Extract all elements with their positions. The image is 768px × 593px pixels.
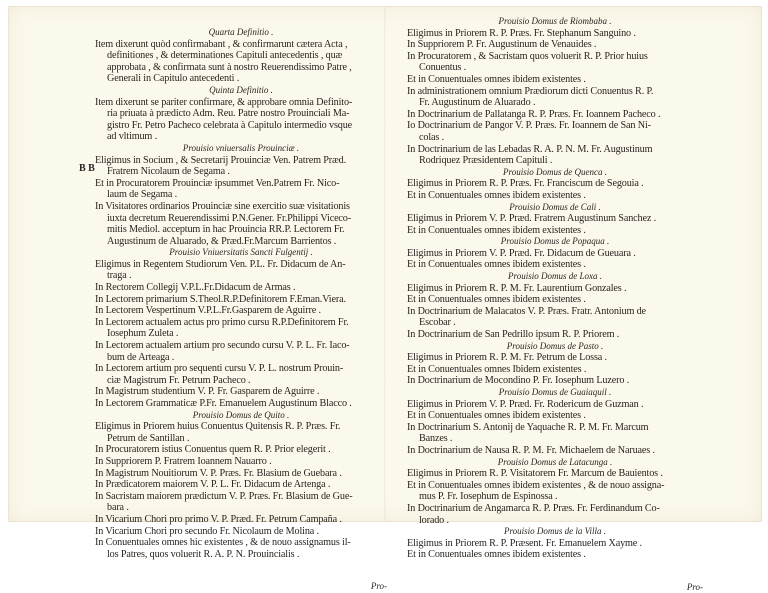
- text-line: In Rectorem Collegij V.P.L.Fr.Didacum de Armas .: [95, 282, 296, 294]
- right-page: [407, 16, 703, 593]
- text-line: In Lectorem artium pro sequenti cursu V. P. L. nostrum Prouin-: [95, 363, 344, 375]
- text-line: In Sacristam maiorem prædictum V. P. Præs. Fr. Blasium de Gue-: [95, 490, 353, 502]
- text-line: Et in Conuentuales omnes ibidem existentes .: [407, 224, 586, 236]
- text-line-continuation: Petrum de Santillan .: [107, 432, 190, 444]
- text-line: In Magistrum studentium V. P. Fr. Gasparem de Aguirre .: [95, 386, 320, 398]
- text-line-continuation: Augustinum de Aluarado, & Præd.Fr.Marcum Barrientos .: [107, 235, 337, 247]
- text-line: In Doctrinarium de Malacatos V. P. Præs. Fratr. Antonium de: [407, 305, 646, 317]
- text-line: Item dixerunt quòd confirmabant , & confirmarunt cætera Acta ,: [95, 38, 348, 50]
- text-line: Et in Conuentuales omnes ibidem existentes .: [407, 549, 586, 561]
- text-line: In Suppriorem P. Fratrem Ioannem Nauarro .: [95, 455, 272, 467]
- left-page: [95, 27, 387, 592]
- text-line: Eligimus in Priorem R. P. M. Fr. Petrum de Lossa .: [407, 352, 607, 364]
- text-line: Eligimus in Priorem V. P. Præd. Fratrem Augustinum Sanchez .: [407, 213, 656, 225]
- text-line: Et in Conuentuales omnes ibidem existentes .: [407, 189, 586, 201]
- section-heading: Prouisio Domus de la Villa .: [504, 526, 606, 537]
- section-heading: Quarta Definitio .: [208, 27, 274, 37]
- text-line-continuation: mitis Mediol. acceptum in hac Prouincia RR.P. Lectorem Fr.: [107, 224, 345, 236]
- text-line: Et in Conuentuales omnes Ibidem existentes .: [407, 363, 587, 375]
- text-line-continuation: Fratrem Nicolaum de Segama .: [107, 166, 230, 178]
- text-line: In Lectorem primarium S.Theol.R.P.Definitorem F.Eman.Viera.: [95, 293, 346, 305]
- catchword: Pro-: [370, 581, 387, 592]
- section-heading: Prouisio Domus de Pasto .: [506, 340, 604, 351]
- text-line: In Doctrinarium de Pallatanga R. P. Præs. Fr. Ioannem Pacheco .: [407, 108, 661, 120]
- text-line: In Conuentuales omnes hic existentes , & de nouo assignamus il-: [95, 537, 351, 549]
- text-line: In Lectorem Grammaticæ P.Fr. Emanuelem Augustinum Blacco .: [95, 398, 352, 409]
- text-line-continuation: Iosephum Zuleta .: [107, 328, 179, 340]
- text-line-continuation: Escobar .: [419, 317, 456, 329]
- text-line-continuation: lorado .: [419, 514, 449, 526]
- text-line-continuation: gistro Fr. Petro Pacheco celebrata à Capitulo intermedio vsque: [107, 119, 353, 131]
- text-line: In Doctrinarium de Mocondino P. Fr. Iosephum Luzero .: [407, 375, 630, 387]
- section-heading: Prouisio Domus de Quenca .: [503, 166, 607, 177]
- text-line: Eligimus in Socium , & Secretarij Prouinciæ Ven. Patrem Præd.: [95, 154, 346, 166]
- text-line-continuation: ciæ Magistrum Fr. Petrum Pacheco .: [107, 374, 251, 386]
- text-line-continuation: Banzes .: [419, 433, 453, 445]
- text-line: Eligimus in Priorem R. P. Præsent. Fr. Emanuelem Xayme .: [407, 537, 642, 549]
- text-line: In Visitatores ordinarios Prouinciæ sine exercitio suæ visitationis: [95, 200, 350, 212]
- text-line-continuation: bara .: [107, 502, 129, 514]
- text-line: Et in Conuentuales omnes ibidem existentes .: [407, 73, 586, 85]
- section-heading: Prouisio Domus de Loxa .: [508, 271, 602, 282]
- text-line: In Doctrinarium S. Antonij de Yaquache R. P. M. Fr. Marcum: [407, 421, 649, 433]
- section-heading: Prouisio Vniuersitatis Sancti Fulgentij .: [169, 247, 313, 258]
- text-line-continuation: colas .: [419, 131, 444, 143]
- text-line-continuation: mus P. Fr. Iosephum de Espinossa .: [419, 491, 558, 503]
- text-line: Eligimus in Regentem Studiorum Ven. P.L. Fr. Didacum de An-: [95, 258, 346, 270]
- text-line-continuation: definitiones , & determinationes Capituli antecedentis , quæ: [107, 50, 343, 62]
- text-line: In Doctrinarium de Nausa R. P. M. Fr. Michaelem de Naruaes .: [407, 444, 655, 456]
- text-line: Item dixerunt se pariter confirmare, & approbare omnia Definito-: [95, 96, 353, 108]
- section-heading: Prouisio Domus de Quito .: [192, 409, 290, 420]
- text-line: Eligimus in Priorem R. P. Præs. Fr. Stephanum Sanguino .: [407, 27, 636, 39]
- section-heading: Prouisio Domus de Riombaba .: [498, 16, 612, 26]
- text-line: Et in Conuentuales omnes ibidem existentes .: [407, 259, 586, 271]
- text-line: In Prædicatorem maiorem V. P. L. Fr. Didacum de Artenga .: [95, 479, 331, 491]
- text-line: In Doctrinarium de Angamarca R. P. Præs. Fr. Ferdinandum Co-: [407, 502, 660, 514]
- text-line-continuation: Generali in Capitulo antecedenti .: [107, 73, 240, 85]
- text-line: Eligimus in Priorem R. P. M. Fr. Laurentium Gonzales .: [407, 282, 627, 294]
- text-line-continuation: traga .: [107, 270, 132, 282]
- text-line: Et in Conuentuales omnes ibidem existentes .: [407, 410, 586, 422]
- text-line: Io Doctrinarium de Pangor V. P. Præs. Fr. Ioannem de San Ni-: [407, 120, 651, 132]
- section-heading: Prouisio Domus de Guaiaquil .: [498, 387, 612, 397]
- section-heading: Prouisio Domus de Cali .: [509, 201, 601, 212]
- text-line-continuation: approbata , & confirmata sunt à nostro Reuerendissimo Patre ,: [107, 61, 352, 73]
- text-line: Eligimus in Priorem R. P. Præs. Fr. Franciscum de Segouia .: [407, 178, 644, 190]
- text-line-continuation: Conuentus .: [419, 62, 467, 74]
- text-line: Et in Conuentuales omnes ibidem existentes , & de nouo assigna-: [407, 479, 665, 491]
- section-heading: Prouisio Domus de Latacunga .: [497, 456, 613, 467]
- text-line-continuation: ria priuata à prædicto Adm. Reu. Patre nostro Prouinciali Ma-: [107, 108, 350, 120]
- text-line: In Suppriorem P. Fr. Augustinum de Venauides .: [407, 39, 597, 51]
- text-line: Eligimus in Priorem huius Conuentus Quitensis R. P. Præs. Fr.: [95, 421, 341, 433]
- margin-mark: B B: [79, 163, 95, 174]
- text-line: Eligimus in Priorem R. P. Visitatorem Fr. Marcum de Bauientos .: [407, 468, 663, 480]
- text-line: In Magistrum Nouitiorum V. P. Præs. Fr. Blasium de Guebara .: [95, 467, 342, 479]
- text-line-continuation: iuxta decretum Reuerendissimi P.N.Gener. Fr.Philippi Viceco-: [107, 212, 351, 224]
- text-line-continuation: bum de Arteaga .: [107, 351, 175, 363]
- section-heading: Quinta Definitio .: [209, 84, 273, 95]
- text-line: In Lectorem actualem actus pro primo cursu R.P.Definitorem Fr.: [95, 316, 349, 328]
- text-line-continuation: los Patres, quos voluerit R. A. P. N. Prouincialis .: [107, 548, 300, 560]
- text-line-continuation: Fr. Augustinum de Aluarado .: [419, 97, 536, 109]
- section-heading: Prouisio Domus de Popaqua .: [500, 236, 610, 247]
- text-line: Et in Conuentuales omnes ibidem existentes .: [407, 294, 586, 306]
- text-line: In administrationem omnium Prædiorum dicti Conuentus R. P.: [407, 85, 654, 97]
- text-line-continuation: Rodriquez Præsidentem Capituli .: [419, 155, 553, 167]
- text-line: Eligimus in Priorem V. P. Præd. Fr. Rodericum de Guzman .: [407, 398, 644, 410]
- text-line: In Vicarium Chori pro primo V. P. Præd. Fr. Petrum Campaña .: [95, 513, 342, 525]
- text-line: In Doctrinarium de las Lebadas R. A. P. N. M. Fr. Augustinum: [407, 143, 653, 155]
- catchword: Pro-: [686, 581, 703, 592]
- text-line: Et in Procuratorem Prouinciæ ipsummet Ven.Patrem Fr. Nico-: [95, 177, 340, 189]
- text-line: In Lectorem actualem artium pro secundo cursu V. P. L. Fr. Iaco-: [95, 340, 350, 352]
- text-line: In Vicarium Chori pro secundo Fr. Nicolaum de Molina .: [95, 525, 319, 537]
- text-line: In Procuratorem , & Sacristam quos voluerit R. P. Prior huius: [407, 50, 648, 62]
- text-line: In Lectorem Vespertinum V.P.L.Fr.Gasparem de Aguirre .: [95, 305, 321, 317]
- text-line: Eligimus in Priorem V. P. Præd. Fr. Didacum de Gueuara .: [407, 247, 636, 259]
- text-line: In Procuratorem istius Conuentus quem R. P. Prior elegerit .: [95, 444, 331, 456]
- text-line: In Doctrinarium de San Pedrillo ipsum R. P. Priorem .: [407, 329, 620, 341]
- section-heading: Prouisio vniuersalis Prouinciæ .: [182, 142, 300, 153]
- text-line-continuation: ad vltimum .: [107, 131, 157, 143]
- text-line-continuation: laum de Segama .: [107, 189, 178, 201]
